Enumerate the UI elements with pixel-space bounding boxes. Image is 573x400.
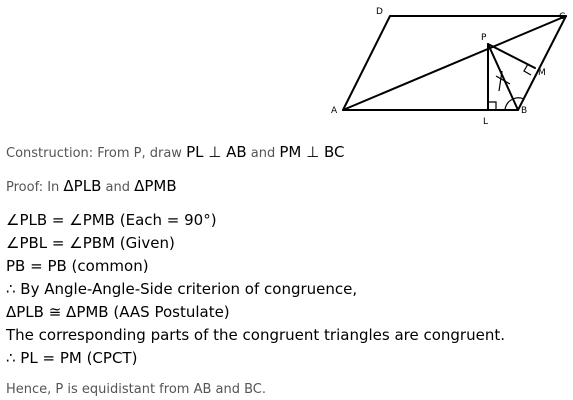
proof-step-6: The corresponding parts of the congruent triangles are congruent. (6, 326, 505, 344)
construction-mid: and (246, 146, 280, 161)
proof-mid: and (101, 180, 135, 195)
proof-step-1: ∠PLB = ∠PMB (Each = 90°) (6, 211, 217, 229)
label-m: M (538, 68, 546, 78)
conclusion-line: Hence, P is equidistant from AB and BC. (6, 382, 266, 397)
label-d: D (376, 7, 383, 17)
label-c: C (559, 12, 566, 22)
proof-tri1: ΔPLB (63, 177, 102, 195)
proof-step-4: ∴ By Angle-Angle-Side criterion of congruence, (6, 280, 358, 298)
construction-perp1: PL ⊥ AB (186, 143, 247, 161)
proof-step-3: PB = PB (common) (6, 257, 149, 275)
proof-intro-line (6, 176, 177, 198)
label-p: P (481, 33, 487, 43)
proof-step-7: ∴ PL = PM (CPCT) (6, 349, 138, 367)
label-b: B (521, 106, 528, 116)
angle-arc-b-left (505, 99, 513, 110)
geometry-figure (0, 0, 573, 128)
proof-step-5: ΔPLB ≅ ΔPMB (AAS Postulate) (6, 303, 230, 321)
tick-mark-2 (499, 71, 502, 91)
construction-line (6, 142, 344, 164)
construction-perp2: PM ⊥ BC (279, 143, 345, 161)
proof-tri2: ΔPMB (134, 177, 177, 195)
diagonal-ac (343, 16, 566, 110)
segment-pb (488, 44, 518, 110)
proof-prefix: Proof: In (6, 180, 64, 195)
label-l: L (483, 117, 489, 127)
proof-step-2: ∠PBL = ∠PBM (Given) (6, 234, 175, 252)
label-a: A (331, 106, 338, 116)
construction-prefix: Construction: From P, draw (6, 146, 187, 161)
angle-arc-b-right (513, 98, 524, 99)
right-angle-l (488, 102, 496, 110)
